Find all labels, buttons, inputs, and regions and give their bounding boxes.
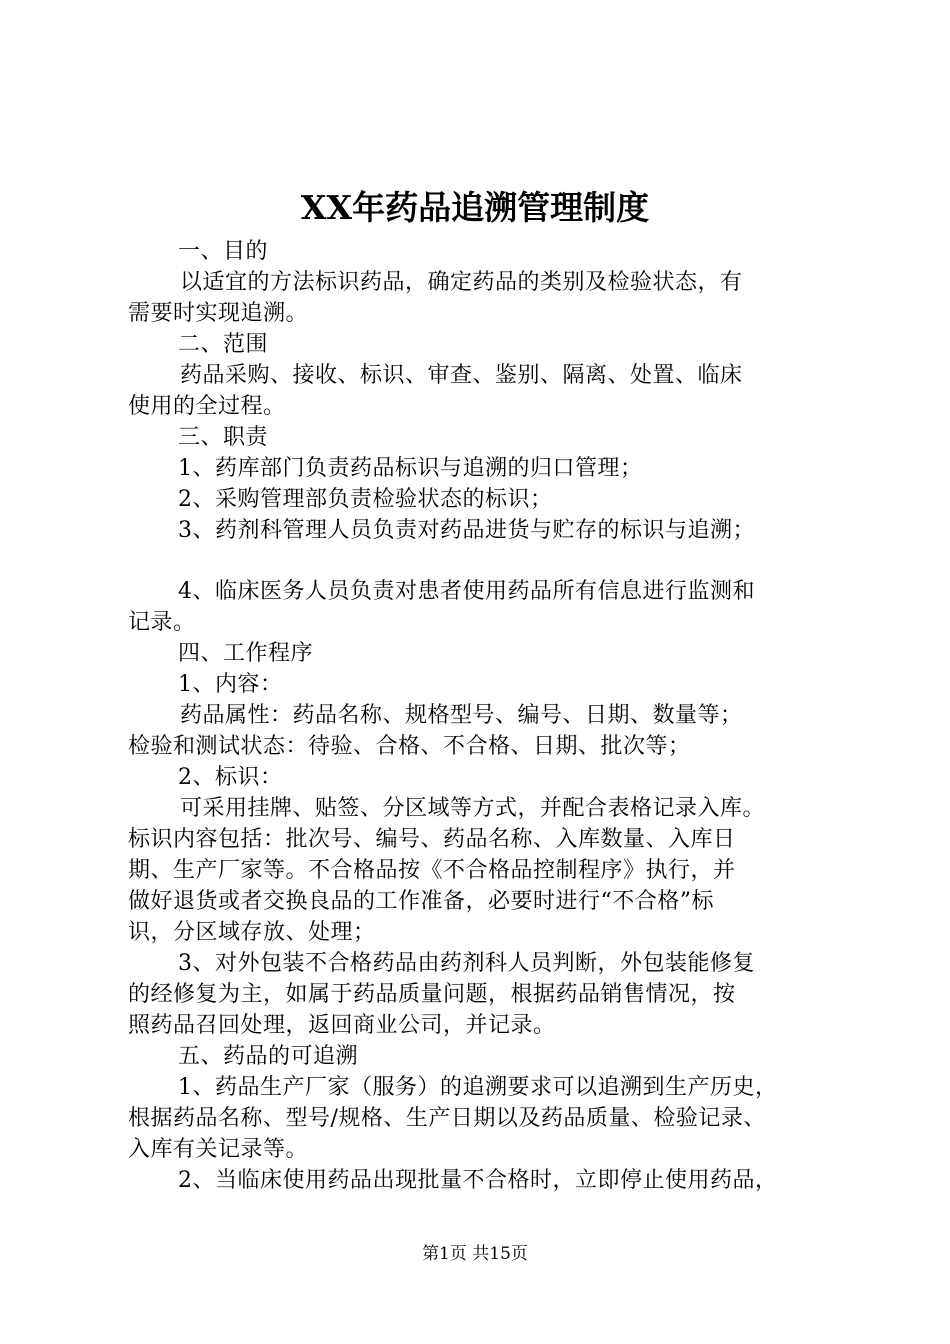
paragraph-line: 药品采购、接收、标识、审查、鉴别、隔离、处置、临床 [180, 363, 743, 388]
paragraph-line: 标识内容包括：批次号、编号、药品名称、入库数量、入库日 [128, 827, 736, 852]
paragraph-gap [128, 546, 834, 576]
document-title: XX年药品追溯管理制度 [300, 188, 650, 227]
section-heading-traceability: 五、药品的可追溯 [178, 1044, 359, 1069]
paragraph-line: 根据药品名称、型号/规格、生产日期以及药品质量、检验记录、 [128, 1106, 766, 1131]
paragraph-line: 需要时实现追溯。 [128, 301, 309, 326]
paragraph-line: 2、标识： [178, 765, 283, 790]
paragraph-line: 1、药库部门负责药品标识与追溯的归口管理； [178, 456, 643, 481]
paragraph-line: 的经修复为主，如属于药品质量问题，根据药品销售情况，按 [128, 982, 736, 1007]
page-number: 第1页 共15页 [422, 1244, 528, 1264]
paragraph-line: 药品属性：药品名称、规格型号、编号、日期、数量等； [180, 703, 743, 728]
paragraph-line: 记录。 [128, 610, 196, 635]
paragraph-line: 1、内容： [178, 672, 283, 697]
paragraph-line: 可采用挂牌、贴签、分区域等方式，并配合表格记录入库。 [180, 796, 766, 821]
section-heading-purpose: 一、目的 [178, 239, 269, 264]
paragraph-line: 识，分区域存放、处理； [128, 920, 376, 945]
document-body [128, 236, 834, 1196]
paragraph-line: 1、药品生产厂家（服务）的追溯要求可以追溯到生产历史， [178, 1075, 778, 1100]
section-heading-procedure: 四、工作程序 [178, 641, 314, 666]
paragraph-line: 2、采购管理部负责检验状态的标识； [178, 487, 553, 512]
paragraph-line: 以适宜的方法标识药品，确定药品的类别及检验状态，有 [180, 270, 743, 295]
paragraph-line: 使用的全过程。 [128, 394, 286, 419]
paragraph-line: 期、生产厂家等。不合格品按《不合格品控制程序》执行，并 [128, 858, 736, 883]
paragraph-line: 照药品召回处理，返回商业公司，并记录。 [128, 1013, 556, 1038]
section-heading-scope: 二、范围 [178, 332, 269, 357]
paragraph-line: 入库有关记录等。 [128, 1137, 309, 1162]
paragraph-line: 4、临床医务人员负责对患者使用药品所有信息进行监测和 [178, 579, 755, 604]
paragraph-line: 3、对外包装不合格药品由药剂科人员判断，外包装能修复 [178, 951, 755, 976]
section-heading-duties: 三、职责 [178, 425, 269, 450]
paragraph-line: 3、药剂科管理人员负责对药品进货与贮存的标识与追溯； [178, 518, 755, 543]
paragraph-line: 检验和测试状态：待验、合格、不合格、日期、批次等； [128, 734, 691, 759]
paragraph-line: 做好退货或者交换良品的工作准备，必要时进行“不合格”标 [128, 889, 714, 914]
paragraph-line: 2、当临床使用药品出现批量不合格时，立即停止使用药品， [178, 1168, 778, 1193]
